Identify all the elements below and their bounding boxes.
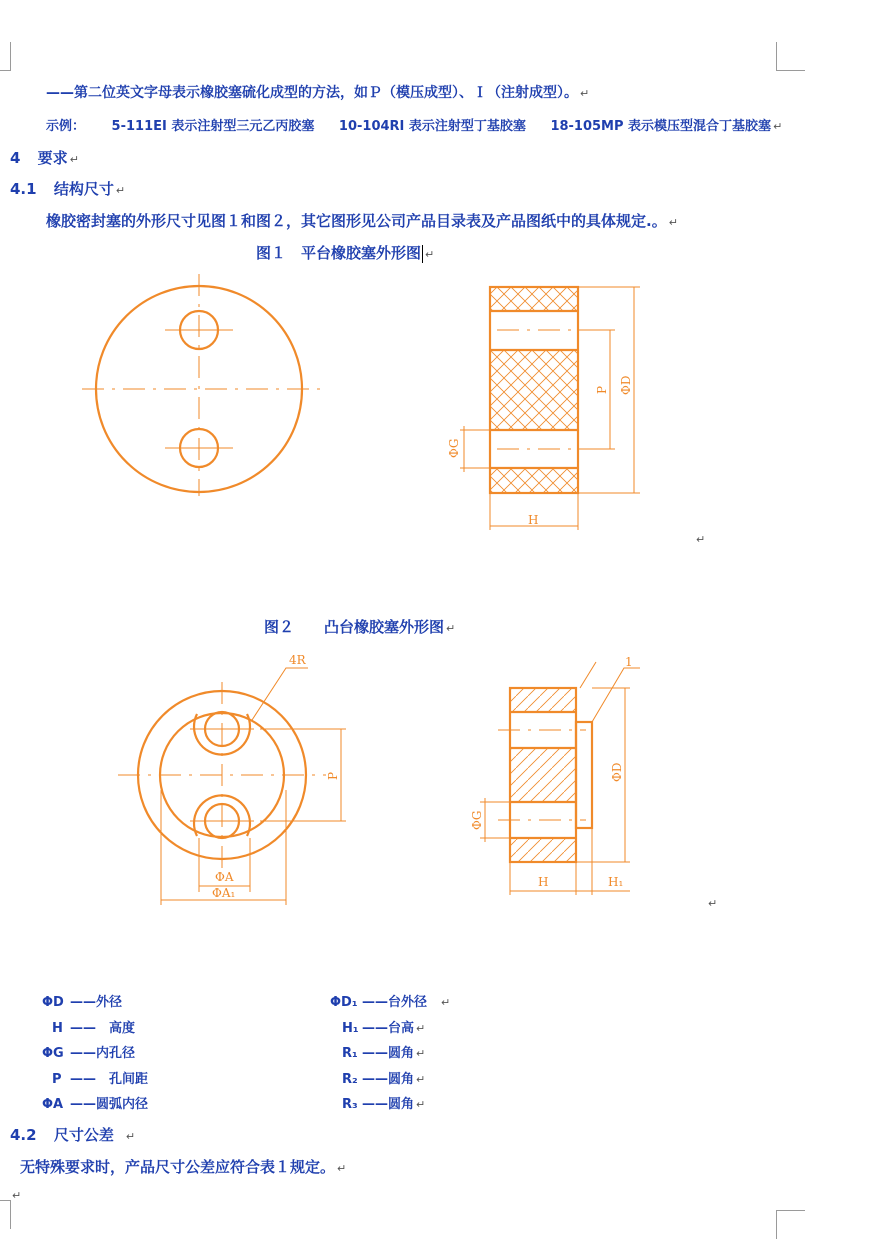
legend-row: R₂ ——圆角 ↵ — [330, 1068, 450, 1094]
legend-symbol: ΦD₁ — [330, 995, 358, 1010]
fig2-leader-r — [252, 668, 308, 720]
fig2-boss — [576, 722, 592, 828]
legend-row: R₁ ——圆角 ↵ — [330, 1042, 450, 1068]
legend-desc: ——圆角 — [362, 1046, 415, 1061]
para-tolerance-text: 无特殊要求时，产品尺寸公差应符合表１规定。 — [20, 1158, 336, 1176]
legend-desc: ——圆角 — [362, 1097, 415, 1112]
legend-row — [42, 1093, 148, 1119]
legend-row — [42, 1068, 148, 1094]
legend-symbol: ΦA — [42, 1097, 64, 1112]
para-structure: 橡胶密封塞的外形尺寸见图１和图２，其它图形见公司产品目录表及产品图纸中的具体规定.。 ↵ — [46, 212, 678, 230]
para-tolerance: 无特殊要求时，产品尺寸公差应符合表１规定。 ↵ — [20, 1158, 347, 1176]
legend-symbol: ΦD — [42, 995, 64, 1010]
section-number: 4.2 — [10, 1126, 37, 1144]
legend-row — [42, 991, 148, 1017]
example-item: 18-105MP 表示模压型混合丁基胶塞 — [550, 119, 772, 134]
legend-symbol: R₁ — [342, 1046, 358, 1061]
fig2-label-h: H — [538, 875, 549, 889]
legend-left — [42, 991, 148, 1119]
legend-desc: —— 高度 — [70, 1020, 136, 1036]
fig2-label-h1: H₁ — [608, 875, 624, 889]
example-item: 5-111EI 表示注射型三元乙丙胶塞 — [111, 119, 315, 134]
legend-row: R₃ ——圆角 ↵ — [330, 1093, 450, 1119]
legend-symbol: R₂ — [342, 1071, 358, 1087]
legend-right — [330, 991, 450, 1119]
fig1-caption-text: 图１ 平台橡胶塞外形图 — [256, 244, 422, 262]
section-title: 尺寸公差 — [53, 1126, 114, 1144]
fig1-label-g: ΦG — [447, 438, 461, 458]
para-method: ——第二位英文字母表示橡胶塞硫化成型的方法，如Ｐ（模压成型）、Ｉ（注射成型）。 ↵ — [46, 85, 590, 101]
section-title: 结构尺寸 — [53, 180, 114, 198]
para-mark: ↵ — [12, 1189, 22, 1202]
legend-symbol: R₃ — [342, 1097, 358, 1112]
fig2-label-p: P — [326, 771, 340, 780]
fig2-caption: 图２ 凸台橡胶塞外形图 ↵ — [264, 618, 456, 636]
legend-desc: ——内孔径 — [70, 1046, 136, 1061]
legend-row: H₁ ——台高 ↵ — [330, 1017, 450, 1043]
legend-row — [42, 1042, 148, 1068]
legend-symbol: P — [52, 1071, 62, 1087]
para-mark: ↵ — [708, 897, 718, 910]
legend-desc: ——台外径 — [362, 995, 428, 1010]
fig2-label-r1: 1 — [625, 655, 633, 669]
legend-desc: ——圆弧内径 — [70, 1097, 149, 1112]
fig2-label-a1: ΦA₁ — [212, 886, 236, 900]
fig2-label-d: ΦD — [610, 762, 624, 782]
example-item: 10-104RI 表示注射型丁基胶塞 — [338, 119, 526, 134]
fig1-caption: 图１ 平台橡胶塞外形图 ↵ — [256, 244, 435, 262]
para-method-text: ——第二位英文字母表示橡胶塞硫化成型的方法，如Ｐ（模压成型）、Ｉ（注射成型）。 — [46, 85, 578, 101]
legend-symbol: H₁ — [342, 1020, 359, 1036]
legend-desc: —— 孔间距 — [70, 1071, 149, 1087]
legend-symbol: H — [52, 1020, 63, 1036]
section-number: 4 — [10, 149, 21, 167]
legend-row: ΦD₁ ——台外径 ↵ — [330, 995, 451, 1010]
section-4-heading: 4 要求 ↵ — [10, 149, 79, 167]
fig2-label-r: 4R — [289, 653, 306, 667]
example-line: 示例： 5-111EI 表示注射型三元乙丙胶塞 10-104RI 表示注射型丁基胶塞 18-105MP 表示模压型混合丁基胶塞 ↵ — [46, 119, 783, 134]
fig1-label-p: P — [595, 385, 609, 394]
fig1-label-d: ΦD — [619, 375, 633, 395]
legend-desc: ——圆角 — [362, 1071, 415, 1087]
para-mark: ↵ — [696, 533, 706, 546]
fig1-label-h: H — [528, 513, 539, 527]
legend-symbol: ΦG — [42, 1046, 64, 1061]
fig2-label-a: ΦA — [215, 870, 234, 884]
fig2-caption-text: 图２ 凸台橡胶塞外形图 — [264, 618, 445, 636]
section-number: 4.1 — [10, 180, 37, 198]
legend-desc: ——台高 — [362, 1020, 415, 1036]
section-title: 要求 — [37, 149, 68, 167]
section-4-2-heading: 4.2 尺寸公差 ↵ — [10, 1126, 136, 1144]
example-label: 示例： — [46, 119, 86, 134]
legend-row — [42, 1017, 148, 1043]
para-structure-text: 橡胶密封塞的外形尺寸见图１和图２，其它图形见公司产品目录表及产品图纸中的具体规定.。 — [46, 212, 667, 230]
fig2-label-g: ΦG — [470, 810, 484, 830]
section-4-1-heading: 4.1 结构尺寸 ↵ — [10, 180, 126, 198]
legend-desc: ——外径 — [70, 995, 123, 1010]
